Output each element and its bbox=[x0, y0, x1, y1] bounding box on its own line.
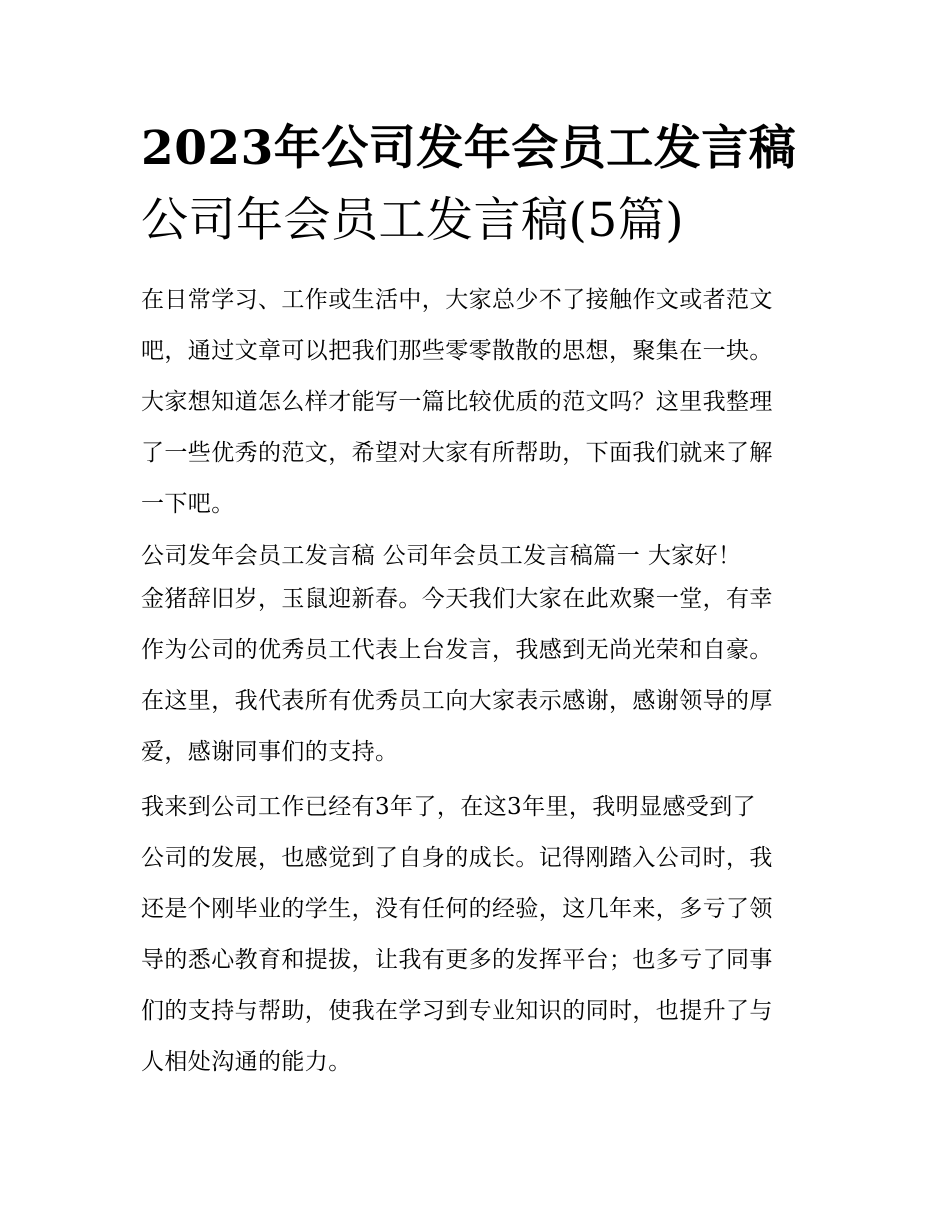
text-line: 人相处沟通的能力。 bbox=[141, 1049, 352, 1075]
text-line: 我来到公司工作已经有3年了，在这3年里，我明显感受到了 bbox=[141, 794, 757, 820]
text-line: 们的支持与帮助，使我在学习到专业知识的同时，也提升了与 bbox=[141, 998, 773, 1024]
document-page bbox=[141, 113, 813, 1088]
text-line: 大家想知道怎么样才能写一篇比较优质的范文吗？这里我整理 bbox=[141, 389, 773, 415]
text-line: 在日常学习、工作或生活中，大家总少不了接触作文或者范文 bbox=[141, 287, 773, 313]
text-line: 公司的发展，也感觉到了自身的成长。记得刚踏入公司时，我 bbox=[141, 845, 773, 871]
text-line: 公司发年会员工发言稿 公司年会员工发言稿篇一 大家好！ bbox=[141, 543, 742, 569]
paragraph-intro bbox=[141, 275, 813, 530]
text-line: 还是个刚毕业的学生，没有任何的经验，这几年来，多亏了领 bbox=[141, 896, 773, 922]
document-title-line-1: 2023年公司发年会员工发言稿 bbox=[141, 121, 797, 176]
document-title-line-2: 公司年会员工发言稿(5篇) bbox=[141, 193, 685, 248]
paragraph-experience bbox=[141, 782, 813, 1088]
text-line: 一下吧。 bbox=[141, 491, 235, 517]
document-body bbox=[141, 275, 813, 1088]
text-line: 爱，感谢同事们的支持。 bbox=[141, 739, 399, 765]
text-line: 吧，通过文章可以把我们那些零零散散的思想，聚集在一块。 bbox=[141, 338, 773, 364]
text-line: 作为公司的优秀员工代表上台发言，我感到无尚光荣和自豪。 bbox=[141, 637, 773, 663]
text-line: 了一些优秀的范文，希望对大家有所帮助，下面我们就来了解 bbox=[141, 440, 773, 466]
text-line: 金猪辞旧岁，玉鼠迎新春。今天我们大家在此欢聚一堂，有幸 bbox=[141, 586, 773, 612]
text-line: 导的悉心教育和提拔，让我有更多的发挥平台；也多亏了同事 bbox=[141, 947, 773, 973]
paragraph-greeting bbox=[141, 574, 813, 778]
text-line: 在这里，我代表所有优秀员工向大家表示感谢，感谢领导的厚 bbox=[141, 688, 773, 714]
paragraph-heading bbox=[141, 538, 813, 574]
